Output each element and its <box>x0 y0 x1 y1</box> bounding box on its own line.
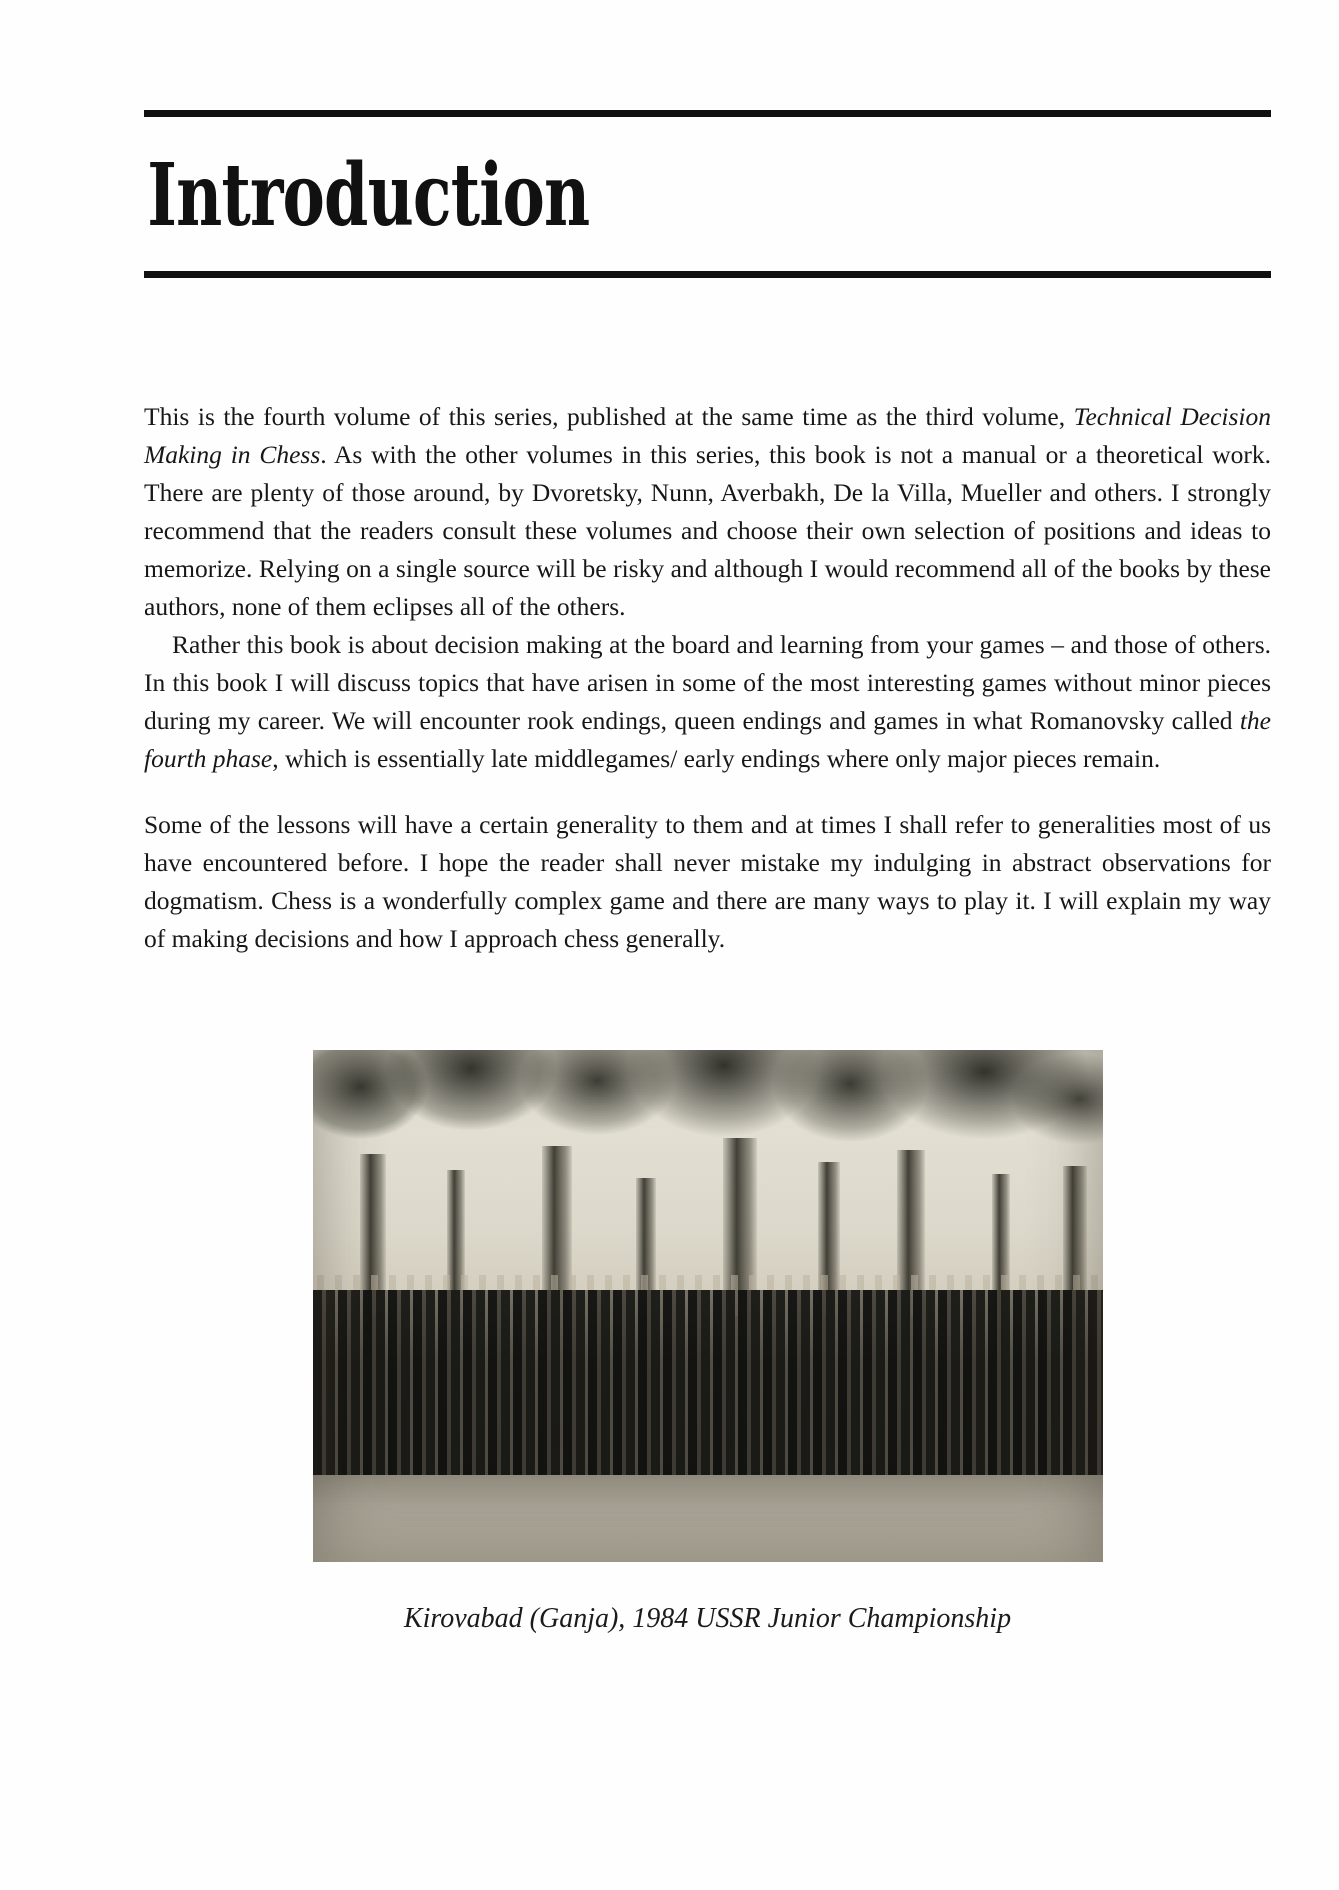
paragraph-2 <box>144 626 1271 778</box>
group-photograph <box>313 1050 1103 1562</box>
italic-run: the fourth phase <box>144 705 1271 773</box>
text-run: Some of the lessons will have a certain generality to them and at times I shall refer to generalities most of us have encountered before. I hope the reader shall never mistake my indulging in abstract observations for dogmatism. Chess is a wonderfully complex game and there are many ways to play it. I will explain my way of making decisions and how I approach chess generally. <box>144 809 1271 953</box>
text-run: , which is essentially late middlegames/ early endings where only major pieces remain. <box>272 743 1161 773</box>
figure-caption: Kirovabad (Ganja), 1984 USSR Junior Championship <box>403 1602 1012 1634</box>
title-rule-top <box>144 110 1271 117</box>
paragraph-1 <box>144 398 1271 626</box>
text-run: . As with the other volumes in this series, this book is not a manual or a theoretical work. There are plenty of those around, by Dvoretsky, Nunn, Averbakh, De la Villa, Mueller and others. I strongly recommend that the readers consult these volumes and choose their own selection of positions and ideas to memorize. Relying on a single source will be risky and although I would recommend all of the books by these authors, none of them eclipses all of the others. <box>144 439 1272 621</box>
body-text <box>144 398 1271 958</box>
text-run: This is the fourth volume of this series, published at the same time as the third volume, <box>144 402 1074 431</box>
title-rule-bottom <box>144 271 1271 278</box>
text-run: Rather this book is about decision making at the board and learning from your games – and those of others. In this book I will discuss topics that have arisen in some of the most interesting games without minor pieces during my career. We will encounter rook endings, queen endings and games in what Romanovsky called <box>144 629 1271 735</box>
page-content <box>144 110 1271 1635</box>
page-title: Introduction <box>147 145 590 246</box>
figure <box>144 1050 1271 1635</box>
italic-run: Technical Decision Making in Chess <box>144 402 1271 469</box>
photo-vignette <box>313 1050 1103 1562</box>
paragraph-3 <box>144 806 1271 958</box>
